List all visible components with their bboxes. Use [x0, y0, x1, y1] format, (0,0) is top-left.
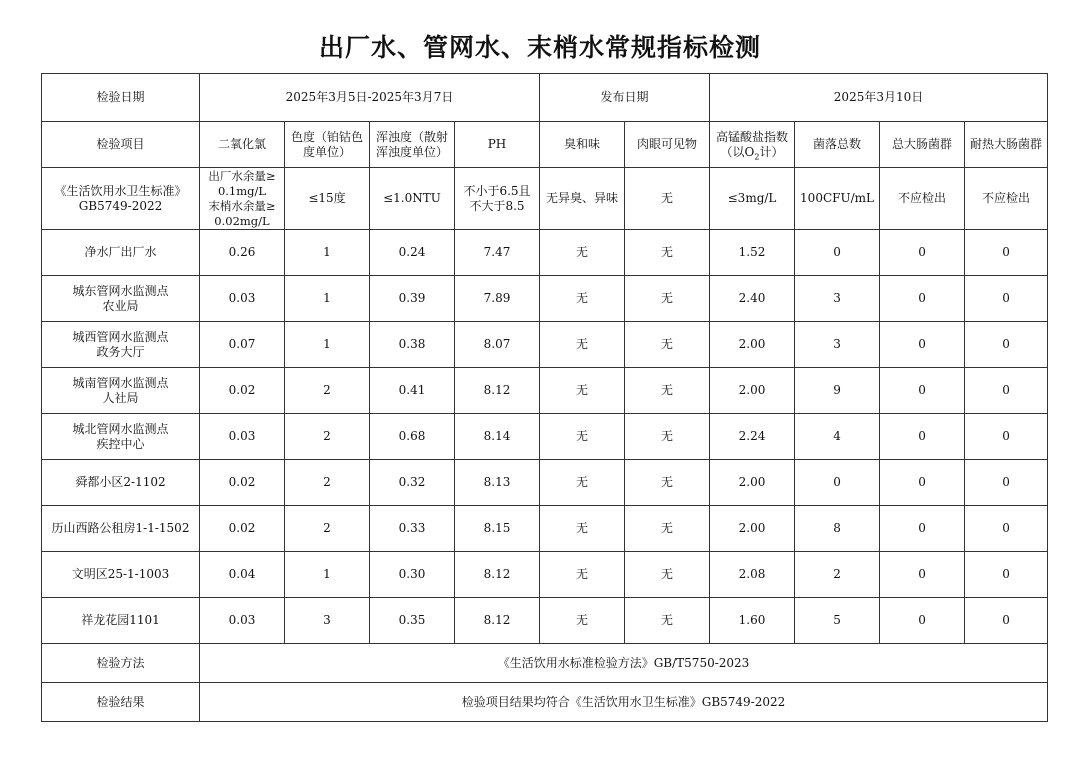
standard-cd-line3: 末梢水余量≥	[208, 198, 276, 213]
standard-chlorine-dioxide	[200, 168, 285, 230]
method-label: 检验方法	[42, 644, 200, 683]
cell-turbidity: 0.41	[370, 368, 455, 414]
standard-name-line1: 《生活饮用水卫生标准》	[54, 183, 187, 198]
cell-cod: 2.00	[710, 368, 795, 414]
cell-colony: 8	[795, 506, 880, 552]
table-row	[42, 276, 1048, 322]
site-name	[42, 506, 200, 552]
cell-chlorine-dioxide: 0.03	[200, 414, 285, 460]
standard-ph-line2: 不大于8.5	[469, 198, 525, 213]
site-name-line1: 城北管网水监测点	[72, 421, 169, 436]
cell-chlorine-dioxide: 0.02	[200, 460, 285, 506]
site-name	[42, 552, 200, 598]
cell-visible: 无	[625, 460, 710, 506]
cell-visible: 无	[625, 368, 710, 414]
cell-turbidity: 0.39	[370, 276, 455, 322]
cell-visible: 无	[625, 414, 710, 460]
cell-cod: 2.08	[710, 552, 795, 598]
standard-thermo-coliform: 不应检出	[965, 168, 1048, 230]
site-name-line2: 政务大厅	[96, 344, 145, 359]
cell-color: 3	[285, 598, 370, 644]
cell-visible: 无	[625, 230, 710, 276]
cell-colony: 0	[795, 230, 880, 276]
cell-thermo-coliform: 0	[965, 552, 1048, 598]
site-name-line1: 历山西路公租房1-1-1502	[51, 521, 190, 535]
cell-colony: 0	[795, 460, 880, 506]
method-value: 《生活饮用水标准检验方法》GB/T5750-2023	[200, 644, 1048, 683]
cell-chlorine-dioxide: 0.02	[200, 506, 285, 552]
standard-cd-line1: 出厂水余量≥	[208, 168, 276, 183]
cell-colony: 2	[795, 552, 880, 598]
table-row	[42, 598, 1048, 644]
cell-odor: 无	[540, 598, 625, 644]
cell-cod: 2.40	[710, 276, 795, 322]
site-name	[42, 368, 200, 414]
method-row	[42, 644, 1048, 683]
item-label: 检验项目	[42, 122, 200, 168]
cell-coliform: 0	[880, 460, 965, 506]
site-name	[42, 414, 200, 460]
cell-turbidity: 0.30	[370, 552, 455, 598]
standard-ph	[455, 168, 540, 230]
header-coliform: 总大肠菌群	[880, 122, 965, 168]
header-cod-label: 高锰酸盐指数	[716, 129, 789, 144]
header-visible: 肉眼可见物	[625, 122, 710, 168]
cell-thermo-coliform: 0	[965, 414, 1048, 460]
site-name	[42, 598, 200, 644]
cell-turbidity: 0.33	[370, 506, 455, 552]
cell-colony: 9	[795, 368, 880, 414]
standard-odor: 无异臭、异味	[540, 168, 625, 230]
cell-odor: 无	[540, 552, 625, 598]
cell-ph: 7.47	[455, 230, 540, 276]
cell-visible: 无	[625, 598, 710, 644]
standard-name-line2: GB5749-2022	[78, 198, 163, 213]
cell-chlorine-dioxide: 0.07	[200, 322, 285, 368]
standard-visible: 无	[625, 168, 710, 230]
standard-row	[42, 168, 1048, 230]
cell-turbidity: 0.35	[370, 598, 455, 644]
cell-coliform: 0	[880, 322, 965, 368]
site-name	[42, 276, 200, 322]
result-row	[42, 683, 1048, 722]
site-name-line2: 疾控中心	[96, 436, 145, 451]
cell-coliform: 0	[880, 552, 965, 598]
header-cod-post: 计）	[759, 144, 784, 159]
header-cod-pre: （以O	[720, 144, 755, 159]
publish-date-label: 发布日期	[540, 74, 710, 122]
cell-odor: 无	[540, 276, 625, 322]
cell-chlorine-dioxide: 0.02	[200, 368, 285, 414]
standard-turbidity: ≤1.0NTU	[370, 168, 455, 230]
site-name	[42, 230, 200, 276]
site-name-line1: 城东管网水监测点	[72, 283, 169, 298]
cell-cod: 2.00	[710, 460, 795, 506]
cell-chlorine-dioxide: 0.26	[200, 230, 285, 276]
table-row	[42, 552, 1048, 598]
cell-cod: 1.60	[710, 598, 795, 644]
standard-cd-line4: 0.02mg/L	[214, 213, 270, 228]
table-row	[42, 506, 1048, 552]
cell-colony: 3	[795, 322, 880, 368]
standard-name	[42, 168, 200, 230]
date-row	[42, 74, 1048, 122]
standard-ph-line1: 不小于6.5且	[463, 183, 531, 198]
site-name	[42, 460, 200, 506]
cell-visible: 无	[625, 552, 710, 598]
cell-thermo-coliform: 0	[965, 460, 1048, 506]
test-date-value: 2025年3月5日-2025年3月7日	[200, 74, 540, 122]
standard-coliform: 不应检出	[880, 168, 965, 230]
site-name-line2: 人社局	[102, 390, 139, 405]
cell-ph: 8.12	[455, 368, 540, 414]
cell-coliform: 0	[880, 506, 965, 552]
cell-visible: 无	[625, 322, 710, 368]
cell-thermo-coliform: 0	[965, 322, 1048, 368]
cell-ph: 8.12	[455, 598, 540, 644]
cell-cod: 2.24	[710, 414, 795, 460]
result-label: 检验结果	[42, 683, 200, 722]
result-value: 检验项目结果均符合《生活饮用水卫生标准》GB5749-2022	[200, 683, 1048, 722]
cell-color: 1	[285, 230, 370, 276]
header-row	[42, 122, 1048, 168]
header-colony: 菌落总数	[795, 122, 880, 168]
cell-ph: 7.89	[455, 276, 540, 322]
cell-colony: 3	[795, 276, 880, 322]
site-name-line1: 舜都小区2-1102	[75, 475, 166, 489]
cell-coliform: 0	[880, 276, 965, 322]
header-cod	[710, 122, 795, 168]
header-turbidity: 浑浊度（散射浑浊度单位）	[370, 122, 455, 168]
table-row	[42, 322, 1048, 368]
cell-color: 1	[285, 552, 370, 598]
cell-thermo-coliform: 0	[965, 276, 1048, 322]
cell-cod: 2.00	[710, 322, 795, 368]
cell-odor: 无	[540, 368, 625, 414]
cell-thermo-coliform: 0	[965, 598, 1048, 644]
cell-visible: 无	[625, 506, 710, 552]
cell-ph: 8.15	[455, 506, 540, 552]
standard-cd-line2: 0.1mg/L	[217, 183, 267, 198]
standard-colony: 100CFU/mL	[795, 168, 880, 230]
site-name-line1: 祥龙花园1101	[81, 613, 160, 627]
cell-ph: 8.12	[455, 552, 540, 598]
cell-thermo-coliform: 0	[965, 506, 1048, 552]
cell-visible: 无	[625, 276, 710, 322]
site-name-line2: 农业局	[102, 298, 139, 313]
cell-color: 2	[285, 460, 370, 506]
cell-turbidity: 0.38	[370, 322, 455, 368]
test-date-label: 检验日期	[42, 74, 200, 122]
cell-turbidity: 0.32	[370, 460, 455, 506]
site-name-line1: 净水厂出厂水	[84, 245, 157, 259]
site-name-line1: 文明区25-1-1003	[71, 567, 170, 581]
header-thermo-coliform: 耐热大肠菌群	[965, 122, 1048, 168]
cell-chlorine-dioxide: 0.04	[200, 552, 285, 598]
cell-turbidity: 0.68	[370, 414, 455, 460]
cell-colony: 5	[795, 598, 880, 644]
cell-thermo-coliform: 0	[965, 230, 1048, 276]
cell-color: 1	[285, 276, 370, 322]
standard-color: ≤15度	[285, 168, 370, 230]
cell-odor: 无	[540, 322, 625, 368]
cell-coliform: 0	[880, 368, 965, 414]
table-row	[42, 230, 1048, 276]
cell-odor: 无	[540, 414, 625, 460]
cell-thermo-coliform: 0	[965, 368, 1048, 414]
header-cod-unit	[711, 145, 793, 160]
cell-turbidity: 0.24	[370, 230, 455, 276]
cell-chlorine-dioxide: 0.03	[200, 276, 285, 322]
cell-coliform: 0	[880, 414, 965, 460]
publish-date-value: 2025年3月10日	[710, 74, 1048, 122]
cell-color: 2	[285, 414, 370, 460]
site-name-line1: 城南管网水监测点	[72, 375, 169, 390]
table-row	[42, 460, 1048, 506]
cell-color: 2	[285, 368, 370, 414]
site-name	[42, 322, 200, 368]
header-ph: PH	[455, 122, 540, 168]
cell-coliform: 0	[880, 230, 965, 276]
cell-ph: 8.07	[455, 322, 540, 368]
cell-ph: 8.13	[455, 460, 540, 506]
cell-color: 2	[285, 506, 370, 552]
cell-cod: 1.52	[710, 230, 795, 276]
header-color: 色度（铂钴色度单位）	[285, 122, 370, 168]
cell-odor: 无	[540, 506, 625, 552]
cell-chlorine-dioxide: 0.03	[200, 598, 285, 644]
table-row	[42, 414, 1048, 460]
water-quality-table	[41, 73, 1048, 722]
cell-ph: 8.14	[455, 414, 540, 460]
cell-odor: 无	[540, 460, 625, 506]
site-name-line1: 城西管网水监测点	[72, 329, 169, 344]
cell-color: 1	[285, 322, 370, 368]
page-title: 出厂水、管网水、末梢水常规指标检测	[318, 33, 761, 62]
cell-odor: 无	[540, 230, 625, 276]
cell-coliform: 0	[880, 598, 965, 644]
table-row	[42, 368, 1048, 414]
header-odor: 臭和味	[540, 122, 625, 168]
standard-cod: ≤3mg/L	[710, 168, 795, 230]
cell-cod: 2.00	[710, 506, 795, 552]
header-cod-sub: 2	[754, 151, 760, 161]
header-chlorine-dioxide: 二氧化氯	[200, 122, 285, 168]
cell-colony: 4	[795, 414, 880, 460]
